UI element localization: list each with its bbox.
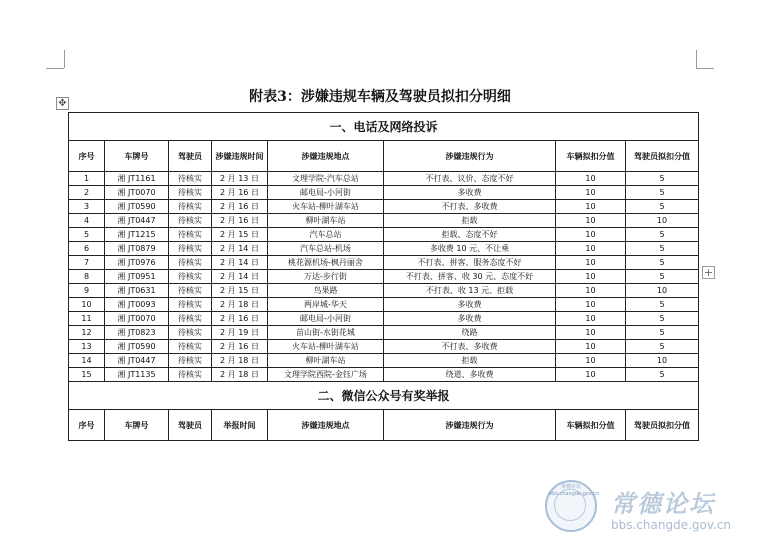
table-cell: 5 (626, 172, 699, 186)
table-cell: 多收费 (384, 312, 556, 326)
table-cell: 拒载 (384, 354, 556, 368)
table-cell: 5 (626, 228, 699, 242)
column-header: 涉嫌违规时间 (212, 141, 268, 172)
table-cell: 2 月 14 日 (212, 270, 268, 284)
table-cell: 5 (626, 270, 699, 284)
table-cell: 10 (556, 298, 626, 312)
table-cell: 绕道、多收费 (384, 368, 556, 382)
table-cell: 2 月 16 日 (212, 312, 268, 326)
table-cell: 不打表、多收费 (384, 340, 556, 354)
table-cell: 10 (556, 312, 626, 326)
section-heading: 一、电话及网络投诉 (69, 113, 699, 141)
table-cell: 待核实 (169, 228, 212, 242)
table-cell: 绕路 (384, 326, 556, 340)
table-cell: 待核实 (169, 354, 212, 368)
table-cell: 湘 JT0951 (105, 270, 169, 284)
table-cell: 湘 JT1215 (105, 228, 169, 242)
add-column-icon[interactable]: + (703, 266, 714, 279)
watermark-seal (545, 480, 600, 532)
table-cell: 湘 JT0447 (105, 354, 169, 368)
section-heading: 二、微信公众号有奖举报 (69, 382, 699, 410)
forum-watermark (545, 480, 755, 536)
column-header: 车牌号 (105, 141, 169, 172)
table-cell: 湘 JT0590 (105, 340, 169, 354)
table-cell: 2 月 16 日 (212, 200, 268, 214)
table-row (69, 270, 699, 284)
table-row (69, 326, 699, 340)
table-cell: 多收费 10 元、不让乘 (384, 242, 556, 256)
column-header: 车辆拟扣分值 (556, 141, 626, 172)
table-cell: 不打表、拼客、收 30 元、态度不好 (384, 270, 556, 284)
table-row (69, 242, 699, 256)
table-row (69, 186, 699, 200)
table-cell: 柳叶湖车站 (268, 214, 384, 228)
table-cell: 湘 JT0093 (105, 298, 169, 312)
table-cell: 文理学院西院-金钰广场 (268, 368, 384, 382)
table-cell: 10 (556, 214, 626, 228)
table-cell: 4 (69, 214, 105, 228)
column-header: 举报时间 (212, 410, 268, 441)
table-cell: 10 (556, 270, 626, 284)
table-cell: 5 (626, 200, 699, 214)
table-cell: 两岸城-华天 (268, 298, 384, 312)
table-cell: 5 (626, 186, 699, 200)
table-cell: 待核实 (169, 186, 212, 200)
table-cell: 11 (69, 312, 105, 326)
table-cell: 5 (626, 368, 699, 382)
table-cell: 5 (626, 340, 699, 354)
table-row (69, 256, 699, 270)
table-cell: 1 (69, 172, 105, 186)
table-cell: 湘 JT0976 (105, 256, 169, 270)
table-cell: 2 月 16 日 (212, 340, 268, 354)
table-cell: 湘 JT0590 (105, 200, 169, 214)
table-cell: 柳叶湖车站 (268, 354, 384, 368)
table-row (69, 172, 699, 186)
column-header: 涉嫌违规地点 (268, 141, 384, 172)
column-header: 车牌号 (105, 410, 169, 441)
table-cell: 10 (556, 354, 626, 368)
column-header: 驾驶员 (169, 410, 212, 441)
table-row (69, 298, 699, 312)
table-move-handle-icon[interactable]: ✥ (56, 97, 69, 110)
crop-mark-top-right (696, 50, 697, 68)
table-cell: 湘 JT0070 (105, 186, 169, 200)
table-cell: 火车站-柳叶湖车站 (268, 340, 384, 354)
table-cell: 待核实 (169, 214, 212, 228)
table-cell: 2 月 16 日 (212, 214, 268, 228)
table-cell: 邮电局-小河街 (268, 186, 384, 200)
table-cell: 10 (556, 256, 626, 270)
table-cell: 待核实 (169, 340, 212, 354)
table-row (69, 368, 699, 382)
crop-mark-top-right (696, 68, 714, 69)
table-cell: 待核实 (169, 312, 212, 326)
table-cell: 待核实 (169, 298, 212, 312)
penalty-table (68, 112, 699, 441)
table-cell: 10 (626, 354, 699, 368)
table-cell: 湘 JT1135 (105, 368, 169, 382)
table-cell: 5 (69, 228, 105, 242)
table-cell: 汽车总站 (268, 228, 384, 242)
table-cell: 火车站-柳叶湖车站 (268, 200, 384, 214)
table-cell: 10 (626, 284, 699, 298)
table-cell: 8 (69, 270, 105, 284)
watermark-logo: 常德论坛 (611, 489, 715, 518)
column-header: 驾驶员拟扣分值 (626, 141, 699, 172)
table-cell: 湘 JT0447 (105, 214, 169, 228)
table-cell: 10 (556, 200, 626, 214)
column-header: 序号 (69, 141, 105, 172)
table-cell: 14 (69, 354, 105, 368)
column-header: 车辆拟扣分值 (556, 410, 626, 441)
table-cell: 10 (556, 186, 626, 200)
table-cell: 万达-步行街 (268, 270, 384, 284)
column-header: 涉嫌违规行为 (384, 141, 556, 172)
column-header: 驾驶员 (169, 141, 212, 172)
table-cell: 5 (626, 242, 699, 256)
table-row (69, 284, 699, 298)
table-row (69, 228, 699, 242)
table-row (69, 214, 699, 228)
table-cell: 邮电局-小河街 (268, 312, 384, 326)
column-header: 驾驶员拟扣分值 (626, 410, 699, 441)
table-cell: 苗山街-水街花城 (268, 326, 384, 340)
table-cell: 10 (556, 242, 626, 256)
table-cell: 多收费 (384, 186, 556, 200)
table-cell: 2 月 16 日 (212, 186, 268, 200)
watermark-seal-text: 常德论坛 bbs.changde.gov.cn (549, 484, 600, 497)
section-heading-row (69, 382, 699, 410)
table-cell: 汽车总站-机场 (268, 242, 384, 256)
table-cell: 10 (556, 326, 626, 340)
table-cell: 湘 JT0879 (105, 242, 169, 256)
table-row (69, 340, 699, 354)
table-cell: 5 (626, 326, 699, 340)
table-cell: 不打表、多收费 (384, 200, 556, 214)
table-cell: 待核实 (169, 256, 212, 270)
table-cell: 桃花源机场-枫丹丽舍 (268, 256, 384, 270)
watermark-url: bbs.changde.gov.cn (611, 518, 732, 532)
table-cell: 5 (626, 312, 699, 326)
table-cell: 6 (69, 242, 105, 256)
table-cell: 待核实 (169, 270, 212, 284)
table-cell: 待核实 (169, 200, 212, 214)
table-cell: 10 (556, 172, 626, 186)
table-cell: 2 月 13 日 (212, 172, 268, 186)
table-cell: 湘 JT0631 (105, 284, 169, 298)
table-cell: 湘 JT1161 (105, 172, 169, 186)
table-cell: 2 (69, 186, 105, 200)
table-cell: 文理学院-汽车总站 (268, 172, 384, 186)
table-cell: 13 (69, 340, 105, 354)
table-cell: 2 月 15 日 (212, 284, 268, 298)
table-row (69, 312, 699, 326)
crop-mark-top-left (46, 68, 64, 69)
section-heading-row (69, 113, 699, 141)
table-cell: 10 (556, 368, 626, 382)
table-header-row (69, 141, 699, 172)
table-cell: 5 (626, 298, 699, 312)
table-cell: 2 月 19 日 (212, 326, 268, 340)
table-cell: 10 (556, 284, 626, 298)
crop-mark-top-left (64, 50, 65, 68)
table-cell: 5 (626, 256, 699, 270)
table-cell: 不打表、议价、态度不好 (384, 172, 556, 186)
table-cell: 10 (69, 298, 105, 312)
table-cell: 拒载 (384, 214, 556, 228)
table-cell: 2 月 18 日 (212, 368, 268, 382)
table-cell: 3 (69, 200, 105, 214)
table-row (69, 200, 699, 214)
table-cell: 10 (556, 340, 626, 354)
table-header-row (69, 410, 699, 441)
table-cell: 2 月 14 日 (212, 242, 268, 256)
table-cell: 7 (69, 256, 105, 270)
table-row (69, 354, 699, 368)
table-cell: 15 (69, 368, 105, 382)
document-title: 附表3：涉嫌违规车辆及驾驶员拟扣分明细 (249, 89, 511, 105)
table-cell: 2 月 18 日 (212, 354, 268, 368)
table-cell: 2 月 14 日 (212, 256, 268, 270)
table-cell: 鸟果路 (268, 284, 384, 298)
table-cell: 待核实 (169, 368, 212, 382)
table-cell: 多收费 (384, 298, 556, 312)
table-cell: 12 (69, 326, 105, 340)
table-cell: 湘 JT0823 (105, 326, 169, 340)
table-cell: 不打表、收 13 元、拒载 (384, 284, 556, 298)
table-cell: 10 (626, 214, 699, 228)
table-cell: 待核实 (169, 242, 212, 256)
table-cell: 10 (556, 228, 626, 242)
column-header: 涉嫌违规地点 (268, 410, 384, 441)
table-cell: 拒载、态度不好 (384, 228, 556, 242)
table-cell: 2 月 18 日 (212, 298, 268, 312)
table-cell: 不打表、拼客、服务态度不好 (384, 256, 556, 270)
column-header: 序号 (69, 410, 105, 441)
table-cell: 待核实 (169, 172, 212, 186)
table-cell: 9 (69, 284, 105, 298)
table-cell: 湘 JT0070 (105, 312, 169, 326)
column-header: 涉嫌违规行为 (384, 410, 556, 441)
table-container (68, 112, 698, 441)
table-cell: 2 月 15 日 (212, 228, 268, 242)
table-cell: 待核实 (169, 326, 212, 340)
table-cell: 待核实 (169, 284, 212, 298)
